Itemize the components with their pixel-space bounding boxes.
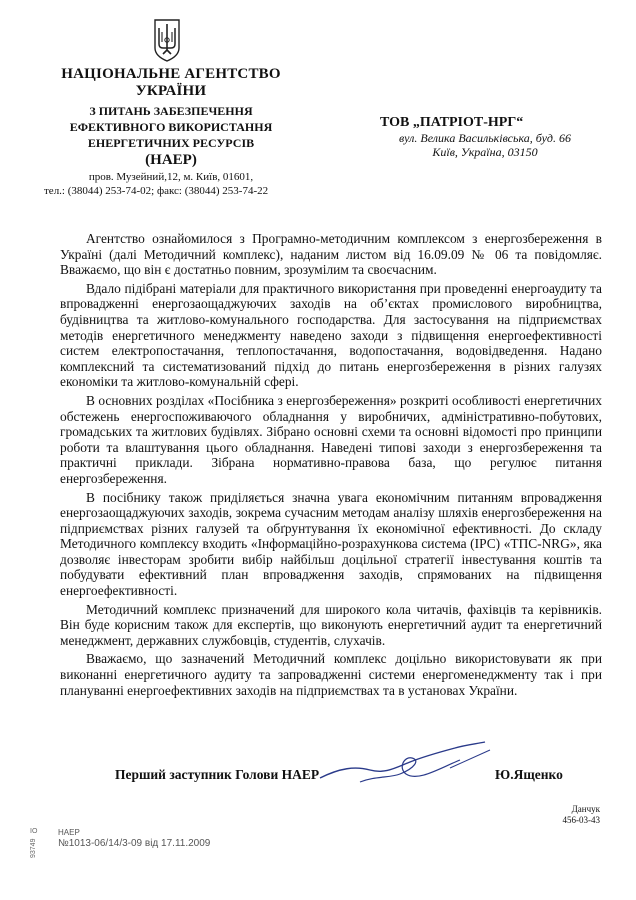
agency-sub-line1: З ПИТАНЬ ЗАБЕЗПЕЧЕННЯ (89, 104, 253, 118)
body-paragraph-3: В основних розділах «Посібника з енергозбереження» розкриті особливості енергетичних обстежень енергоспоживаючого обладнання у виробничих, адміністративно-побутових, громадських та житлових будівлях. Зібрано основні схеми та основні відомості про принципи роботи та влаштування цього обладнання. Наведені типові заходи з енергозбереження та практичні приклади. Зібрана нормативно-правова база, що регулює питання енергозбереження. (60, 392, 602, 486)
body-paragraph-2: Вдало підібрані матеріали для практичного використання при проведенні енергоаудиту та впровадженні енергозаощаджуючих заходів на об’єктах промислового виробництва, будівництва та житлово-комунального господарства. Для застосування на підприємствах методів енергетичного менеджменту наведено заходи з підвищення енергоефективності систем електропостачання, теплопостачання, водопостачання, водовідведення. Надано комплексний та систематизований підхід до питань енергозбереження в різних галузях економіки та житлово-комунальній сфері. (60, 280, 602, 390)
handwritten-signature (300, 738, 510, 796)
signatory-title: Перший заступник Голови НАЕР (115, 767, 320, 782)
agency-address: пров. Музейний,12, м. Київ, 01601, (88, 171, 254, 183)
agency-sub-line2: ЕФЕКТИВНОГО ВИКОРИСТАННЯ (69, 120, 273, 134)
body-paragraph-6: Вважаємо, що зазначений Методичний комплекс доцільно використовувати як при виконанні енергетичного аудиту та запровадженні системи енергоменеджменту так і при плануванні енергоефективних заходів на підприємствах та в установах України. (60, 651, 602, 698)
body-paragraph-5: Методичний комплекс призначений для широкого кола читачів, фахівців та керівників. Він буде корисним також для експертів, що виконують енергетичний аудит та енергетичний менеджмент, державних службовців, студентів, слухачів. (60, 601, 602, 648)
registration-org: НАЕР (58, 828, 80, 837)
recipient-block (370, 114, 600, 159)
agency-name-line1: НАЦІОНАЛЬНЕ АГЕНТСТВО (61, 66, 281, 82)
letter-body (60, 231, 602, 701)
recipient-city: Київ, Україна, 03150 (432, 145, 538, 159)
recipient-name: ТОВ „ПАТРІОТ-НРГ“ (380, 115, 524, 130)
trident-emblem-icon (153, 18, 181, 62)
executor-block (540, 804, 600, 826)
executor-phone: 456-03-43 (562, 815, 600, 825)
registration-number: №1013-06/14/3-09 від 17.11.2009 (58, 838, 211, 849)
agency-phone: тел.: (38044) 253-74-02; факс: (38044) 253-74-22 (44, 185, 269, 197)
agency-sub-line3: ЕНЕРГЕТИЧНИХ РЕСУРСІВ (87, 136, 255, 150)
recipient-street: вул. Велика Васильківська, буд. 66 (398, 131, 572, 145)
signatory-name: Ю.Ященко (495, 767, 563, 782)
executor-name: Данчук (571, 804, 600, 814)
agency-name-line2: УКРАЇНИ (135, 83, 207, 99)
registration-block (44, 828, 304, 850)
registration-marker: IO (30, 828, 38, 835)
body-paragraph-4: В посібнику також приділяється значна увага економічним питанням впровадження енергозаощаджуючих заходів, зокрема сучасним методам аналізу шляхів енергозбереження на підприємствах різних галузей та обґрунтування їх економічної ефективності. До складу Методичного комплексу входить «Інформаційно-розрахункова система (ІРС) «ТПС-NRG», яка дозволяє інвесторам зробити вибір найбільш доцільної стратегії інвестування коштів та побудувати ефективний план впровадження заходів, спрямованих на підвищення енергоефективності. (60, 489, 602, 599)
sender-block (40, 66, 302, 198)
registration-vertical-code: 93749 (30, 838, 37, 858)
agency-abbreviation: (НАЕР) (145, 152, 197, 168)
body-paragraph-1: Агентство ознайомилося з Програмно-методичним комплексом з енергозбереження в Україні (далі Методичний комплекс), наданим листом від 16.09.09 № 06 та повідомляє. Вважаємо, що він є достатньо повним, зрозумілим та своєчасним. (60, 231, 602, 278)
